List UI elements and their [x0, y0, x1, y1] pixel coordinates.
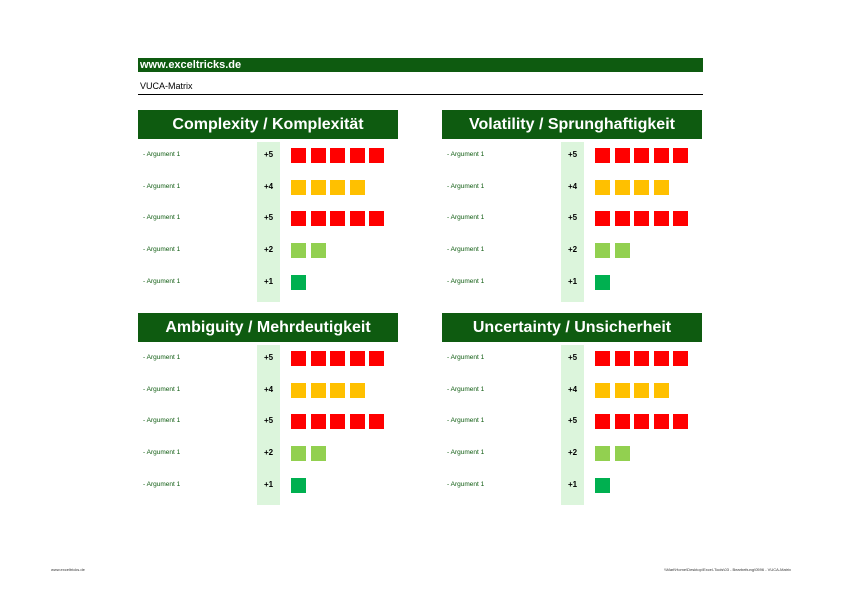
rating-block — [369, 148, 384, 163]
score-value[interactable]: +4 — [567, 385, 578, 394]
rating-block — [615, 148, 630, 163]
rating-block — [615, 351, 630, 366]
rating-block — [615, 180, 630, 195]
sheet-title: VUCA-Matrix — [140, 81, 193, 91]
argument-label[interactable]: - Argument 1 — [447, 183, 485, 190]
rating-block — [350, 148, 365, 163]
rating-block — [330, 351, 345, 366]
argument-label[interactable]: - Argument 1 — [143, 183, 181, 190]
rating-block — [330, 180, 345, 195]
rating-block — [654, 211, 669, 226]
rating-block — [595, 211, 610, 226]
quadrant-complexity — [138, 110, 398, 299]
score-value[interactable]: +1 — [567, 277, 578, 286]
argument-row — [442, 177, 702, 197]
argument-label[interactable]: - Argument 1 — [447, 354, 485, 361]
footer-site: www.exceltricks.de — [51, 567, 85, 572]
score-value[interactable]: +4 — [567, 182, 578, 191]
quadrant-volatility — [442, 110, 702, 299]
rating-block — [654, 148, 669, 163]
rating-block — [350, 414, 365, 429]
rating-block — [369, 414, 384, 429]
argument-label[interactable]: - Argument 1 — [447, 449, 485, 456]
rating-block — [311, 180, 326, 195]
rating-block — [311, 243, 326, 258]
rating-block — [291, 180, 306, 195]
argument-label[interactable]: - Argument 1 — [447, 386, 485, 393]
quadrant-body — [442, 342, 702, 502]
rating-block — [634, 211, 649, 226]
argument-label[interactable]: - Argument 1 — [447, 151, 485, 158]
rating-block — [311, 446, 326, 461]
score-value[interactable]: +2 — [263, 245, 274, 254]
rating-block — [369, 351, 384, 366]
rating-block — [595, 446, 610, 461]
score-value[interactable]: +2 — [567, 448, 578, 457]
quadrant-body — [442, 139, 702, 299]
argument-label[interactable]: - Argument 1 — [447, 278, 485, 285]
argument-row — [442, 272, 702, 292]
argument-label[interactable]: - Argument 1 — [143, 354, 181, 361]
argument-row — [442, 348, 702, 368]
argument-row — [138, 240, 398, 260]
rating-block — [654, 414, 669, 429]
rating-block — [615, 414, 630, 429]
rating-block — [673, 211, 688, 226]
rating-block — [330, 414, 345, 429]
rating-block — [634, 351, 649, 366]
rating-block — [291, 351, 306, 366]
quadrant-title: Volatility / Sprunghaftigkeit — [442, 110, 702, 139]
argument-label[interactable]: - Argument 1 — [447, 481, 485, 488]
score-value[interactable]: +5 — [263, 150, 274, 159]
rating-block — [595, 148, 610, 163]
rating-block — [673, 351, 688, 366]
argument-label[interactable]: - Argument 1 — [447, 214, 485, 221]
rating-block — [595, 243, 610, 258]
argument-row — [442, 411, 702, 431]
rating-block — [595, 180, 610, 195]
rating-block — [330, 211, 345, 226]
rating-block — [634, 148, 649, 163]
argument-row — [138, 443, 398, 463]
score-value[interactable]: +5 — [567, 213, 578, 222]
rating-block — [330, 383, 345, 398]
score-value[interactable]: +2 — [567, 245, 578, 254]
rating-block — [350, 211, 365, 226]
rating-block — [311, 351, 326, 366]
rating-block — [291, 211, 306, 226]
argument-label[interactable]: - Argument 1 — [143, 246, 181, 253]
rating-block — [291, 478, 306, 493]
rating-block — [369, 211, 384, 226]
argument-row — [138, 348, 398, 368]
rating-block — [673, 414, 688, 429]
rating-block — [634, 180, 649, 195]
argument-label[interactable]: - Argument 1 — [143, 449, 181, 456]
score-value[interactable]: +1 — [567, 480, 578, 489]
rating-block — [311, 148, 326, 163]
rating-block — [595, 478, 610, 493]
argument-row — [138, 208, 398, 228]
score-value[interactable]: +5 — [263, 416, 274, 425]
rating-block — [595, 351, 610, 366]
score-value[interactable]: +4 — [263, 385, 274, 394]
score-value[interactable]: +1 — [263, 277, 274, 286]
rating-block — [595, 275, 610, 290]
site-banner: www.exceltricks.de — [138, 58, 703, 72]
rating-block — [595, 414, 610, 429]
argument-label[interactable]: - Argument 1 — [143, 151, 181, 158]
argument-row — [138, 411, 398, 431]
rating-block — [291, 148, 306, 163]
rating-block — [291, 275, 306, 290]
rating-block — [350, 180, 365, 195]
score-value[interactable]: +5 — [263, 213, 274, 222]
quadrant-title: Ambiguity / Mehrdeutigkeit — [138, 313, 398, 342]
score-value[interactable]: +5 — [567, 416, 578, 425]
argument-row — [138, 380, 398, 400]
rating-block — [291, 243, 306, 258]
quadrant-title: Complexity / Komplexität — [138, 110, 398, 139]
rating-block — [311, 414, 326, 429]
score-value[interactable]: +5 — [567, 150, 578, 159]
argument-label[interactable]: - Argument 1 — [143, 214, 181, 221]
score-value[interactable]: +1 — [263, 480, 274, 489]
argument-label[interactable]: - Argument 1 — [143, 481, 181, 488]
quadrant-title: Uncertainty / Unsicherheit — [442, 313, 702, 342]
argument-label[interactable]: - Argument 1 — [447, 417, 485, 424]
quadrant-body — [138, 342, 398, 502]
argument-row — [442, 240, 702, 260]
score-value[interactable]: +5 — [567, 353, 578, 362]
argument-label[interactable]: - Argument 1 — [143, 386, 181, 393]
argument-row — [442, 145, 702, 165]
rating-block — [654, 351, 669, 366]
rating-block — [654, 180, 669, 195]
quadrant-body — [138, 139, 398, 299]
argument-row — [138, 475, 398, 495]
argument-row — [442, 443, 702, 463]
score-value[interactable]: +4 — [263, 182, 274, 191]
quadrant-uncertainty — [442, 313, 702, 502]
quadrant-ambiguity — [138, 313, 398, 502]
argument-row — [138, 177, 398, 197]
rating-block — [311, 383, 326, 398]
argument-row — [442, 380, 702, 400]
rating-block — [673, 148, 688, 163]
rating-block — [311, 211, 326, 226]
rating-block — [350, 383, 365, 398]
argument-label[interactable]: - Argument 1 — [143, 417, 181, 424]
rating-block — [615, 243, 630, 258]
rating-block — [634, 383, 649, 398]
rating-block — [634, 414, 649, 429]
rating-block — [291, 383, 306, 398]
score-value[interactable]: +2 — [263, 448, 274, 457]
title-divider — [138, 94, 703, 95]
rating-block — [595, 383, 610, 398]
argument-row — [138, 272, 398, 292]
rating-block — [615, 446, 630, 461]
rating-block — [615, 383, 630, 398]
rating-block — [330, 148, 345, 163]
argument-row — [138, 145, 398, 165]
score-value[interactable]: +5 — [263, 353, 274, 362]
rating-block — [350, 351, 365, 366]
rating-block — [615, 211, 630, 226]
rating-block — [654, 383, 669, 398]
argument-label[interactable]: - Argument 1 — [447, 246, 485, 253]
argument-row — [442, 475, 702, 495]
rating-block — [291, 414, 306, 429]
argument-label[interactable]: - Argument 1 — [143, 278, 181, 285]
argument-row — [442, 208, 702, 228]
footer-file-path: \\Marl\Home\Desktop\Excel-Tools\03 - Bearbeitung\0596 - VUCA-Matrix — [664, 567, 791, 572]
rating-block — [291, 446, 306, 461]
